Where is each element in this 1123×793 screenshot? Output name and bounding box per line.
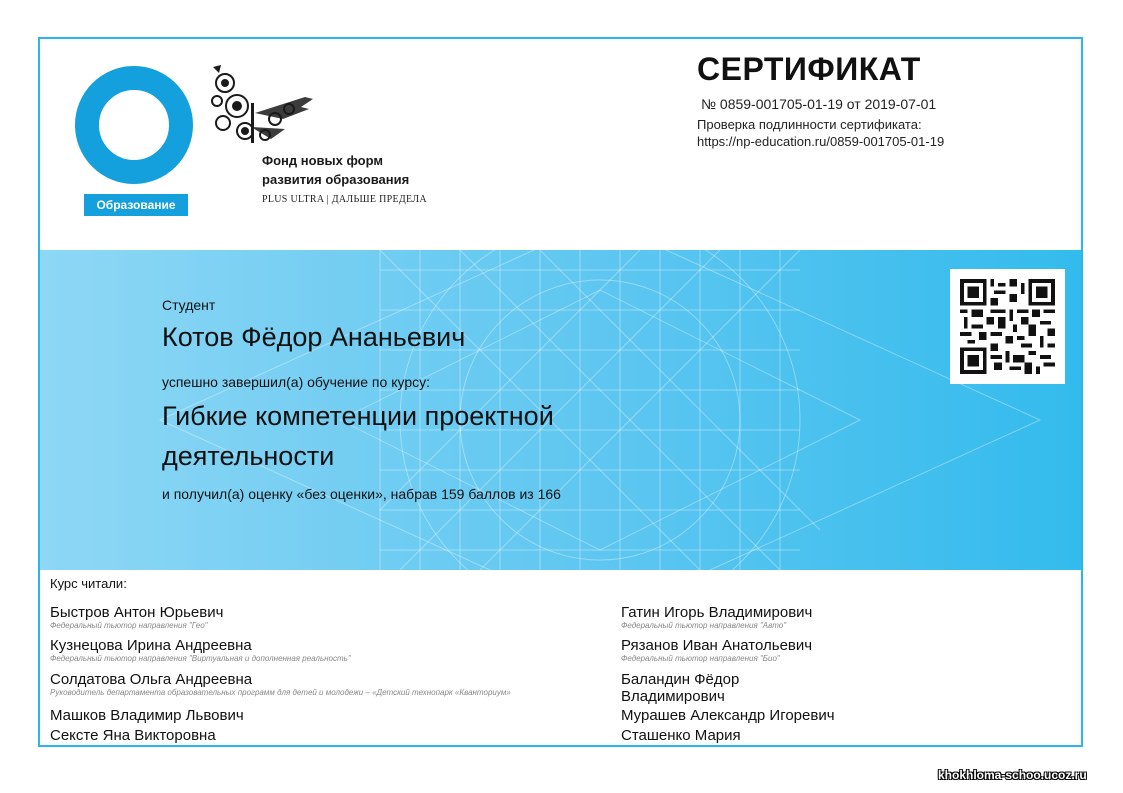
certificate-band: [40, 250, 1081, 570]
obrazovanie-badge: Образование: [84, 194, 188, 216]
author-left-5: [50, 727, 470, 744]
author-name: Быстров Антон Юрьевич: [50, 604, 224, 621]
author-name: Гатин Игорь Владимирович: [621, 604, 813, 621]
author-name: Солдатова Ольга Андреевна: [50, 671, 253, 688]
fund-name-line2: развития образования: [262, 172, 410, 187]
author-role: Руководитель департамента образовательных программ для детей и молодежи – «Детский технопарк «Кванториум»: [50, 688, 511, 697]
certificate: [38, 37, 1083, 747]
authors-label: Курс читали:: [50, 576, 127, 591]
author-name: Мурашев Александр Игоревич: [621, 707, 835, 724]
verify-label: Проверка подлинности сертификата:: [697, 117, 922, 132]
author-role: Федеральный тьютор направления "Гео": [50, 621, 208, 630]
author-left-4: [50, 707, 470, 724]
qr-code: [950, 269, 1065, 384]
certificate-title: СЕРТИФИКАТ: [697, 51, 921, 87]
fund-motto: PLUS ULTRA | ДАЛЬШЕ ПРЕДЕЛА: [262, 194, 427, 205]
student-label: Студент: [162, 297, 216, 313]
completed-label: успешно завершил(а) обучение по курсу:: [162, 374, 430, 390]
author-left-1: [50, 604, 470, 631]
author-left-2: [50, 637, 470, 664]
author-name: Рязанов Иван Анатольевич: [621, 637, 813, 654]
verify-url[interactable]: https://np-education.ru/0859-001705-01-19: [697, 134, 945, 149]
author-role: Федеральный тьютор направления "Авто": [621, 621, 787, 630]
author-name: Сексте Яна Викторовна: [50, 727, 216, 744]
author-name: Машков Владимир Львович: [50, 707, 244, 724]
author-name: Кузнецова Ирина Андреевна: [50, 637, 252, 654]
site-watermark: khokhloma-schoo.ucoz.ru: [938, 768, 1087, 782]
author-right-4: [621, 707, 1041, 724]
course-name: Гибкие компетенции проектной деятельности: [162, 401, 554, 471]
result-text: и получил(а) оценку «без оценки», набрав 159 баллов из 166: [162, 486, 561, 502]
fund-name-line1: Фонд новых форм: [262, 153, 384, 168]
author-name: Баландин Фёдор Владимирович: [621, 671, 740, 705]
author-right-5: [621, 727, 1041, 744]
author-right-1: [621, 604, 1041, 631]
author-right-2: [621, 637, 1041, 664]
obrazovanie-ring-logo: [74, 65, 194, 185]
author-name: Сташенко Мария: [621, 727, 741, 744]
author-right-3: [621, 671, 771, 705]
butterfly-gears-icon: [205, 61, 315, 156]
student-name: Котов Фёдор Ананьевич: [162, 322, 466, 352]
certificate-number: № 0859-001705-01-19 от 2019-07-01: [701, 96, 937, 112]
author-left-3: [50, 671, 650, 698]
author-role: Федеральный тьютор направления "Био": [621, 654, 780, 663]
author-role: Федеральный тьютор направления "Виртуальная и дополненная реальность": [50, 654, 351, 663]
